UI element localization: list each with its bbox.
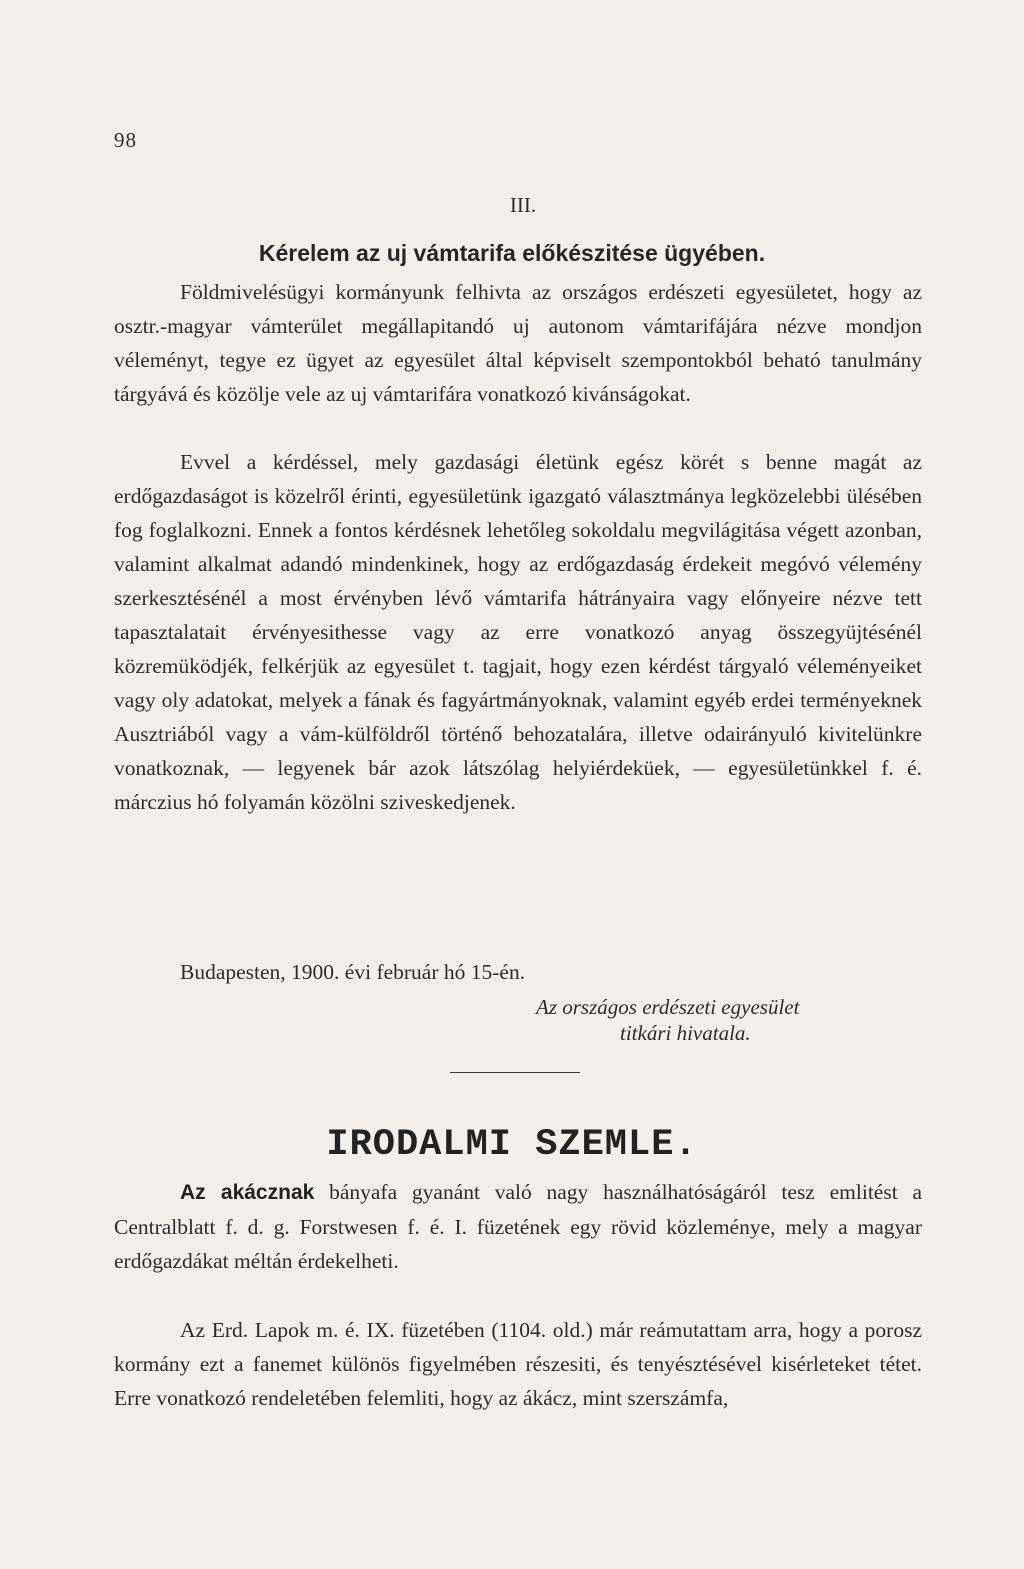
- paragraph-rest: bányafa gyanánt való nagy használhatóságáról tesz emlitést a Centralblatt f. d. g. Forstwesen f. é. I. füzetének egy rövid közleménye, mely a magyar erdőgazdákat méltán érdekelheti.: [114, 1180, 923, 1273]
- paragraph-text: Földmivelésügyi kormányunk felhivta az országos erdészeti egyesületet, hogy az osztr.-magyar vámterület megállapitandó uj autonom vámtarifájára nézve mondjon véleményt, tegye ez ügyet az egyesület által képviselt szempontokból beható tanulmány tárgyává és közölje vele az uj vámtarifára vonatkozó kivánságokat.: [114, 280, 922, 406]
- article-title: Kérelem az uj vámtarifa előkészitése ügyében.: [258, 240, 766, 266]
- review-paragraph-2: [114, 1313, 922, 1415]
- article-date-line: [114, 955, 922, 989]
- page-number: 98: [114, 128, 137, 152]
- signature-line-1: Az országos erdészeti egyesület: [536, 995, 800, 1019]
- section-divider: [450, 1072, 580, 1073]
- signature-line-2: titkári hivatala.: [620, 1021, 751, 1045]
- paragraph-text: Az Erd. Lapok m. é. IX. füzetében (1104. old.) már reámutattam arra, hogy a porosz kormány ezt a fanemet különös figyelmében részesiti, és tenyésztésével kisérleteket tétet. Erre vonatkozó rendeletében felemliti, hogy az ákácz, mint szerszámfa,: [114, 1318, 922, 1410]
- paragraph-text: Evvel a kérdéssel, mely gazdasági életünk egész körét s benne magát az erdőgazdaságot is közelről érinti, egyesületünk igazgató választmánya legközelebbi ülésében fog foglalkozni. Ennek a fontos kérdésnek lehetőleg sokoldalu megvilágitása végett azonban, valamint alkalmat adandó mindenkinek, hogy az erdőgazdaság érdekeit megóvó vélemény szerkesztésénél a most érvényben lévő vámtarifa hátrányaira vagy előnyeire nézve tett tapasztalatait érvényesithesse vagy az erre vonatkozó anyag összegyüjtésénél közremüködjék, felkérjük az egyesület t. tagjait, hogy ezen kérdést tárgyaló véleményeiket vagy oly adatokat, melyek a fának és fagyártmányoknak, valamint egyéb erdei terményeknek Ausztriából vagy a vám-külföldről történő behozatalára, illetve odairányuló kivitelünkre vonatkoznak, — legyenek bár azok látszólag helyiérdeküek, — egyesületünkkel f. é. márczius hó folyamán közölni sziveskedjenek.: [114, 450, 922, 814]
- article-paragraph-2: [114, 445, 922, 819]
- date-text: Budapesten, 1900. évi február hó 15-én.: [180, 960, 526, 984]
- section-numeral: III.: [509, 193, 537, 217]
- review-heading: IRODALMI SZEMLE.: [326, 1124, 698, 1166]
- article-paragraph-1: [114, 275, 922, 411]
- lead-phrase: Az akácznak: [180, 1181, 315, 1204]
- paragraph-text: [114, 1175, 922, 1278]
- review-paragraph-1: [114, 1175, 922, 1278]
